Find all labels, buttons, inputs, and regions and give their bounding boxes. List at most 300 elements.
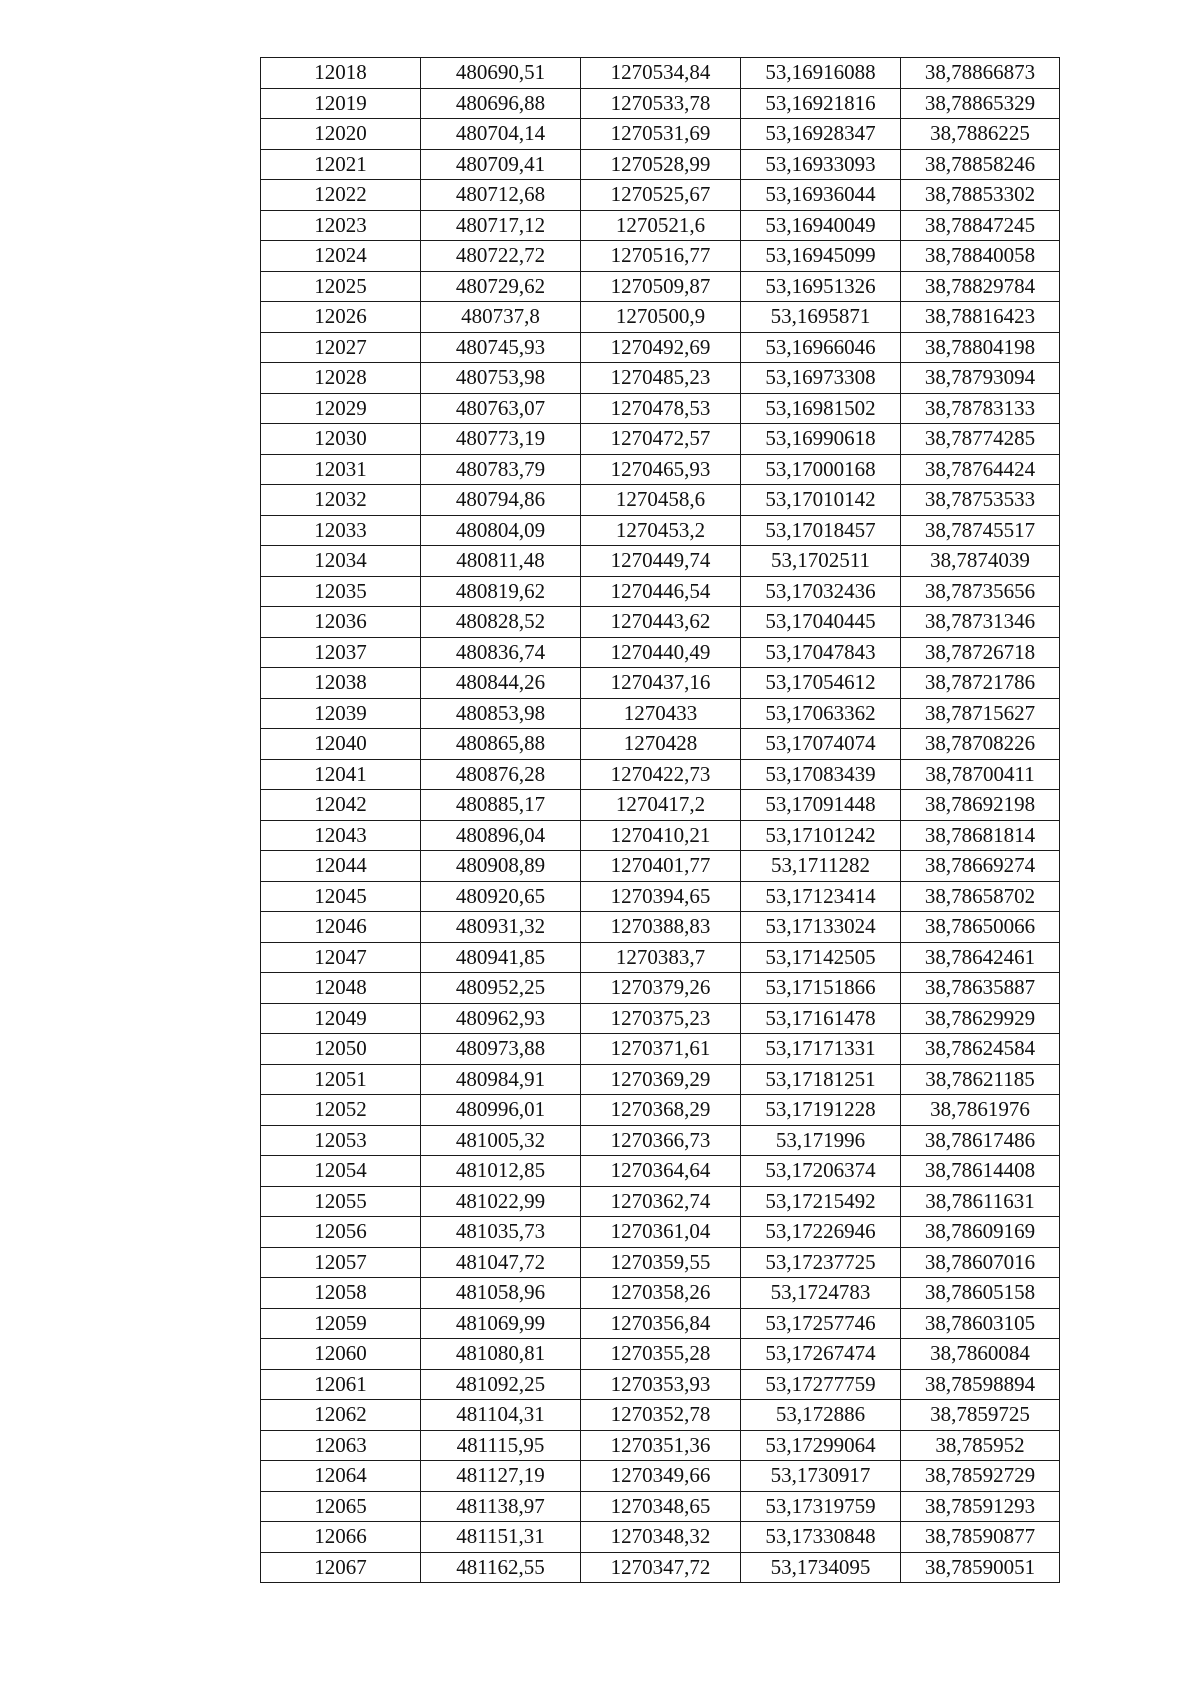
table-row	[261, 1217, 1060, 1248]
longitude-cell: 38,78681814	[901, 820, 1060, 851]
x-coordinate-cell: 480973,88	[421, 1034, 581, 1065]
longitude-cell: 38,78858246	[901, 149, 1060, 180]
longitude-cell: 38,78592729	[901, 1461, 1060, 1492]
y-coordinate-cell: 1270349,66	[581, 1461, 741, 1492]
longitude-cell: 38,78840058	[901, 241, 1060, 272]
longitude-cell: 38,78605158	[901, 1278, 1060, 1309]
table-row	[261, 912, 1060, 943]
longitude-cell: 38,78804198	[901, 332, 1060, 363]
longitude-cell: 38,78783133	[901, 393, 1060, 424]
x-coordinate-cell: 480920,65	[421, 881, 581, 912]
table-row	[261, 363, 1060, 394]
latitude-cell: 53,17091448	[741, 790, 901, 821]
y-coordinate-cell: 1270433	[581, 698, 741, 729]
x-coordinate-cell: 480836,74	[421, 637, 581, 668]
longitude-cell: 38,78669274	[901, 851, 1060, 882]
x-coordinate-cell: 480753,98	[421, 363, 581, 394]
longitude-cell: 38,78865329	[901, 88, 1060, 119]
longitude-cell: 38,78590051	[901, 1552, 1060, 1583]
y-coordinate-cell: 1270353,93	[581, 1369, 741, 1400]
y-coordinate-cell: 1270528,99	[581, 149, 741, 180]
point-number-cell: 12066	[261, 1522, 421, 1553]
latitude-cell: 53,16928347	[741, 119, 901, 150]
point-number-cell: 12052	[261, 1095, 421, 1126]
point-number-cell: 12043	[261, 820, 421, 851]
y-coordinate-cell: 1270362,74	[581, 1186, 741, 1217]
x-coordinate-cell: 481127,19	[421, 1461, 581, 1492]
latitude-cell: 53,171996	[741, 1125, 901, 1156]
latitude-cell: 53,17123414	[741, 881, 901, 912]
latitude-cell: 53,17010142	[741, 485, 901, 516]
coordinates-table-body	[261, 58, 1060, 1583]
y-coordinate-cell: 1270352,78	[581, 1400, 741, 1431]
point-number-cell: 12042	[261, 790, 421, 821]
x-coordinate-cell: 480773,19	[421, 424, 581, 455]
point-number-cell: 12038	[261, 668, 421, 699]
x-coordinate-cell: 480962,93	[421, 1003, 581, 1034]
x-coordinate-cell: 481005,32	[421, 1125, 581, 1156]
y-coordinate-cell: 1270356,84	[581, 1308, 741, 1339]
y-coordinate-cell: 1270394,65	[581, 881, 741, 912]
point-number-cell: 12029	[261, 393, 421, 424]
y-coordinate-cell: 1270355,28	[581, 1339, 741, 1370]
latitude-cell: 53,17032436	[741, 576, 901, 607]
table-row	[261, 607, 1060, 638]
longitude-cell: 38,7874039	[901, 546, 1060, 577]
table-row	[261, 759, 1060, 790]
latitude-cell: 53,16921816	[741, 88, 901, 119]
latitude-cell: 53,1730917	[741, 1461, 901, 1492]
y-coordinate-cell: 1270485,23	[581, 363, 741, 394]
longitude-cell: 38,78591293	[901, 1491, 1060, 1522]
point-number-cell: 12023	[261, 210, 421, 241]
longitude-cell: 38,78745517	[901, 515, 1060, 546]
longitude-cell: 38,78708226	[901, 729, 1060, 760]
table-row	[261, 637, 1060, 668]
x-coordinate-cell: 480729,62	[421, 271, 581, 302]
x-coordinate-cell: 480908,89	[421, 851, 581, 882]
longitude-cell: 38,78853302	[901, 180, 1060, 211]
x-coordinate-cell: 480804,09	[421, 515, 581, 546]
point-number-cell: 12063	[261, 1430, 421, 1461]
y-coordinate-cell: 1270368,29	[581, 1095, 741, 1126]
point-number-cell: 12041	[261, 759, 421, 790]
x-coordinate-cell: 481115,95	[421, 1430, 581, 1461]
point-number-cell: 12051	[261, 1064, 421, 1095]
y-coordinate-cell: 1270422,73	[581, 759, 741, 790]
point-number-cell: 12036	[261, 607, 421, 638]
x-coordinate-cell: 480717,12	[421, 210, 581, 241]
y-coordinate-cell: 1270525,67	[581, 180, 741, 211]
longitude-cell: 38,78650066	[901, 912, 1060, 943]
point-number-cell: 12055	[261, 1186, 421, 1217]
longitude-cell: 38,78598894	[901, 1369, 1060, 1400]
latitude-cell: 53,16973308	[741, 363, 901, 394]
longitude-cell: 38,78621185	[901, 1064, 1060, 1095]
table-row	[261, 515, 1060, 546]
longitude-cell: 38,78700411	[901, 759, 1060, 790]
x-coordinate-cell: 480745,93	[421, 332, 581, 363]
longitude-cell: 38,78614408	[901, 1156, 1060, 1187]
y-coordinate-cell: 1270364,64	[581, 1156, 741, 1187]
point-number-cell: 12035	[261, 576, 421, 607]
latitude-cell: 53,17063362	[741, 698, 901, 729]
y-coordinate-cell: 1270478,53	[581, 393, 741, 424]
point-number-cell: 12050	[261, 1034, 421, 1065]
longitude-cell: 38,7861976	[901, 1095, 1060, 1126]
longitude-cell: 38,78642461	[901, 942, 1060, 973]
latitude-cell: 53,17054612	[741, 668, 901, 699]
point-number-cell: 12018	[261, 58, 421, 89]
longitude-cell: 38,78731346	[901, 607, 1060, 638]
latitude-cell: 53,16951326	[741, 271, 901, 302]
point-number-cell: 12054	[261, 1156, 421, 1187]
y-coordinate-cell: 1270492,69	[581, 332, 741, 363]
table-row	[261, 1400, 1060, 1431]
latitude-cell: 53,17083439	[741, 759, 901, 790]
table-row	[261, 1308, 1060, 1339]
longitude-cell: 38,78611631	[901, 1186, 1060, 1217]
table-row	[261, 1247, 1060, 1278]
longitude-cell: 38,78603105	[901, 1308, 1060, 1339]
longitude-cell: 38,78793094	[901, 363, 1060, 394]
longitude-cell: 38,78629929	[901, 1003, 1060, 1034]
table-row	[261, 729, 1060, 760]
latitude-cell: 53,17047843	[741, 637, 901, 668]
table-row	[261, 668, 1060, 699]
x-coordinate-cell: 480984,91	[421, 1064, 581, 1095]
table-row	[261, 58, 1060, 89]
latitude-cell: 53,1695871	[741, 302, 901, 333]
x-coordinate-cell: 481022,99	[421, 1186, 581, 1217]
longitude-cell: 38,78764424	[901, 454, 1060, 485]
x-coordinate-cell: 480722,72	[421, 241, 581, 272]
point-number-cell: 12058	[261, 1278, 421, 1309]
table-row	[261, 241, 1060, 272]
longitude-cell: 38,78847245	[901, 210, 1060, 241]
longitude-cell: 38,78829784	[901, 271, 1060, 302]
x-coordinate-cell: 481047,72	[421, 1247, 581, 1278]
point-number-cell: 12033	[261, 515, 421, 546]
table-row	[261, 851, 1060, 882]
y-coordinate-cell: 1270351,36	[581, 1430, 741, 1461]
y-coordinate-cell: 1270446,54	[581, 576, 741, 607]
table-row	[261, 1095, 1060, 1126]
latitude-cell: 53,16990618	[741, 424, 901, 455]
y-coordinate-cell: 1270361,04	[581, 1217, 741, 1248]
point-number-cell: 12024	[261, 241, 421, 272]
y-coordinate-cell: 1270366,73	[581, 1125, 741, 1156]
x-coordinate-cell: 480763,07	[421, 393, 581, 424]
point-number-cell: 12062	[261, 1400, 421, 1431]
table-row	[261, 881, 1060, 912]
latitude-cell: 53,17191228	[741, 1095, 901, 1126]
y-coordinate-cell: 1270437,16	[581, 668, 741, 699]
table-row	[261, 1491, 1060, 1522]
x-coordinate-cell: 480865,88	[421, 729, 581, 760]
latitude-cell: 53,17215492	[741, 1186, 901, 1217]
point-number-cell: 12021	[261, 149, 421, 180]
latitude-cell: 53,16940049	[741, 210, 901, 241]
point-number-cell: 12040	[261, 729, 421, 760]
longitude-cell: 38,78866873	[901, 58, 1060, 89]
table-row	[261, 485, 1060, 516]
longitude-cell: 38,78658702	[901, 881, 1060, 912]
point-number-cell: 12030	[261, 424, 421, 455]
point-number-cell: 12039	[261, 698, 421, 729]
x-coordinate-cell: 480853,98	[421, 698, 581, 729]
x-coordinate-cell: 480896,04	[421, 820, 581, 851]
y-coordinate-cell: 1270388,83	[581, 912, 741, 943]
latitude-cell: 53,1711282	[741, 851, 901, 882]
y-coordinate-cell: 1270531,69	[581, 119, 741, 150]
longitude-cell: 38,78607016	[901, 1247, 1060, 1278]
y-coordinate-cell: 1270358,26	[581, 1278, 741, 1309]
x-coordinate-cell: 481162,55	[421, 1552, 581, 1583]
table-row	[261, 973, 1060, 1004]
longitude-cell: 38,78609169	[901, 1217, 1060, 1248]
point-number-cell: 12032	[261, 485, 421, 516]
point-number-cell: 12056	[261, 1217, 421, 1248]
longitude-cell: 38,78735656	[901, 576, 1060, 607]
x-coordinate-cell: 481058,96	[421, 1278, 581, 1309]
latitude-cell: 53,17018457	[741, 515, 901, 546]
latitude-cell: 53,17074074	[741, 729, 901, 760]
latitude-cell: 53,1724783	[741, 1278, 901, 1309]
x-coordinate-cell: 481080,81	[421, 1339, 581, 1370]
point-number-cell: 12067	[261, 1552, 421, 1583]
point-number-cell: 12026	[261, 302, 421, 333]
longitude-cell: 38,78635887	[901, 973, 1060, 1004]
x-coordinate-cell: 481012,85	[421, 1156, 581, 1187]
x-coordinate-cell: 481151,31	[421, 1522, 581, 1553]
table-row	[261, 210, 1060, 241]
point-number-cell: 12059	[261, 1308, 421, 1339]
table-row	[261, 454, 1060, 485]
table-row	[261, 546, 1060, 577]
latitude-cell: 53,16933093	[741, 149, 901, 180]
x-coordinate-cell: 481069,99	[421, 1308, 581, 1339]
point-number-cell: 12045	[261, 881, 421, 912]
latitude-cell: 53,17151866	[741, 973, 901, 1004]
point-number-cell: 12047	[261, 942, 421, 973]
y-coordinate-cell: 1270534,84	[581, 58, 741, 89]
latitude-cell: 53,17257746	[741, 1308, 901, 1339]
table-row	[261, 698, 1060, 729]
y-coordinate-cell: 1270348,65	[581, 1491, 741, 1522]
y-coordinate-cell: 1270359,55	[581, 1247, 741, 1278]
longitude-cell: 38,785952	[901, 1430, 1060, 1461]
point-number-cell: 12061	[261, 1369, 421, 1400]
table-row	[261, 1186, 1060, 1217]
x-coordinate-cell: 480828,52	[421, 607, 581, 638]
latitude-cell: 53,17133024	[741, 912, 901, 943]
latitude-cell: 53,17226946	[741, 1217, 901, 1248]
table-row	[261, 271, 1060, 302]
latitude-cell: 53,16945099	[741, 241, 901, 272]
point-number-cell: 12020	[261, 119, 421, 150]
latitude-cell: 53,17181251	[741, 1064, 901, 1095]
point-number-cell: 12022	[261, 180, 421, 211]
table-row	[261, 88, 1060, 119]
latitude-cell: 53,17171331	[741, 1034, 901, 1065]
point-number-cell: 12031	[261, 454, 421, 485]
y-coordinate-cell: 1270465,93	[581, 454, 741, 485]
latitude-cell: 53,1702511	[741, 546, 901, 577]
latitude-cell: 53,17319759	[741, 1491, 901, 1522]
y-coordinate-cell: 1270500,9	[581, 302, 741, 333]
table-row	[261, 820, 1060, 851]
y-coordinate-cell: 1270521,6	[581, 210, 741, 241]
y-coordinate-cell: 1270443,62	[581, 607, 741, 638]
table-row	[261, 424, 1060, 455]
table-row	[261, 393, 1060, 424]
longitude-cell: 38,78721786	[901, 668, 1060, 699]
x-coordinate-cell: 480885,17	[421, 790, 581, 821]
y-coordinate-cell: 1270533,78	[581, 88, 741, 119]
longitude-cell: 38,78617486	[901, 1125, 1060, 1156]
point-number-cell: 12049	[261, 1003, 421, 1034]
y-coordinate-cell: 1270453,2	[581, 515, 741, 546]
latitude-cell: 53,16981502	[741, 393, 901, 424]
latitude-cell: 53,1734095	[741, 1552, 901, 1583]
y-coordinate-cell: 1270410,21	[581, 820, 741, 851]
longitude-cell: 38,78624584	[901, 1034, 1060, 1065]
x-coordinate-cell: 481092,25	[421, 1369, 581, 1400]
table-row	[261, 1552, 1060, 1583]
table-row	[261, 1278, 1060, 1309]
table-row	[261, 1339, 1060, 1370]
coordinates-table	[260, 57, 1060, 1583]
point-number-cell: 12057	[261, 1247, 421, 1278]
table-row	[261, 1064, 1060, 1095]
y-coordinate-cell: 1270509,87	[581, 271, 741, 302]
table-row	[261, 1125, 1060, 1156]
point-number-cell: 12060	[261, 1339, 421, 1370]
x-coordinate-cell: 480819,62	[421, 576, 581, 607]
x-coordinate-cell: 480952,25	[421, 973, 581, 1004]
latitude-cell: 53,17330848	[741, 1522, 901, 1553]
y-coordinate-cell: 1270417,2	[581, 790, 741, 821]
longitude-cell: 38,7859725	[901, 1400, 1060, 1431]
point-number-cell: 12025	[261, 271, 421, 302]
table-row	[261, 332, 1060, 363]
x-coordinate-cell: 480876,28	[421, 759, 581, 790]
latitude-cell: 53,17000168	[741, 454, 901, 485]
table-row	[261, 1461, 1060, 1492]
point-number-cell: 12037	[261, 637, 421, 668]
x-coordinate-cell: 481138,97	[421, 1491, 581, 1522]
table-row	[261, 1034, 1060, 1065]
latitude-cell: 53,17277759	[741, 1369, 901, 1400]
table-row	[261, 942, 1060, 973]
y-coordinate-cell: 1270369,29	[581, 1064, 741, 1095]
x-coordinate-cell: 480704,14	[421, 119, 581, 150]
latitude-cell: 53,17237725	[741, 1247, 901, 1278]
x-coordinate-cell: 480737,8	[421, 302, 581, 333]
longitude-cell: 38,78726718	[901, 637, 1060, 668]
point-number-cell: 12046	[261, 912, 421, 943]
y-coordinate-cell: 1270348,32	[581, 1522, 741, 1553]
x-coordinate-cell: 480844,26	[421, 668, 581, 699]
table-row	[261, 180, 1060, 211]
point-number-cell: 12028	[261, 363, 421, 394]
table-row	[261, 149, 1060, 180]
latitude-cell: 53,17161478	[741, 1003, 901, 1034]
x-coordinate-cell: 480690,51	[421, 58, 581, 89]
point-number-cell: 12044	[261, 851, 421, 882]
y-coordinate-cell: 1270516,77	[581, 241, 741, 272]
y-coordinate-cell: 1270379,26	[581, 973, 741, 1004]
table-row	[261, 1003, 1060, 1034]
latitude-cell: 53,17299064	[741, 1430, 901, 1461]
longitude-cell: 38,78774285	[901, 424, 1060, 455]
point-number-cell: 12034	[261, 546, 421, 577]
longitude-cell: 38,7886225	[901, 119, 1060, 150]
longitude-cell: 38,78816423	[901, 302, 1060, 333]
longitude-cell: 38,7860084	[901, 1339, 1060, 1370]
table-row	[261, 302, 1060, 333]
latitude-cell: 53,17206374	[741, 1156, 901, 1187]
latitude-cell: 53,17267474	[741, 1339, 901, 1370]
y-coordinate-cell: 1270375,23	[581, 1003, 741, 1034]
table-row	[261, 790, 1060, 821]
y-coordinate-cell: 1270371,61	[581, 1034, 741, 1065]
x-coordinate-cell: 481104,31	[421, 1400, 581, 1431]
point-number-cell: 12048	[261, 973, 421, 1004]
point-number-cell: 12027	[261, 332, 421, 363]
y-coordinate-cell: 1270440,49	[581, 637, 741, 668]
x-coordinate-cell: 480811,48	[421, 546, 581, 577]
longitude-cell: 38,78590877	[901, 1522, 1060, 1553]
y-coordinate-cell: 1270401,77	[581, 851, 741, 882]
y-coordinate-cell: 1270347,72	[581, 1552, 741, 1583]
x-coordinate-cell: 480783,79	[421, 454, 581, 485]
latitude-cell: 53,16936044	[741, 180, 901, 211]
table-row	[261, 119, 1060, 150]
y-coordinate-cell: 1270428	[581, 729, 741, 760]
latitude-cell: 53,16916088	[741, 58, 901, 89]
x-coordinate-cell: 480941,85	[421, 942, 581, 973]
point-number-cell: 12053	[261, 1125, 421, 1156]
point-number-cell: 12065	[261, 1491, 421, 1522]
latitude-cell: 53,17040445	[741, 607, 901, 638]
latitude-cell: 53,17101242	[741, 820, 901, 851]
longitude-cell: 38,78753533	[901, 485, 1060, 516]
x-coordinate-cell: 480709,41	[421, 149, 581, 180]
table-row	[261, 1430, 1060, 1461]
x-coordinate-cell: 480931,32	[421, 912, 581, 943]
y-coordinate-cell: 1270458,6	[581, 485, 741, 516]
x-coordinate-cell: 480794,86	[421, 485, 581, 516]
longitude-cell: 38,78692198	[901, 790, 1060, 821]
table-row	[261, 1369, 1060, 1400]
table-row	[261, 576, 1060, 607]
y-coordinate-cell: 1270383,7	[581, 942, 741, 973]
latitude-cell: 53,172886	[741, 1400, 901, 1431]
y-coordinate-cell: 1270472,57	[581, 424, 741, 455]
x-coordinate-cell: 480712,68	[421, 180, 581, 211]
x-coordinate-cell: 480696,88	[421, 88, 581, 119]
x-coordinate-cell: 480996,01	[421, 1095, 581, 1126]
longitude-cell: 38,78715627	[901, 698, 1060, 729]
point-number-cell: 12019	[261, 88, 421, 119]
point-number-cell: 12064	[261, 1461, 421, 1492]
latitude-cell: 53,16966046	[741, 332, 901, 363]
x-coordinate-cell: 481035,73	[421, 1217, 581, 1248]
table-row	[261, 1522, 1060, 1553]
latitude-cell: 53,17142505	[741, 942, 901, 973]
